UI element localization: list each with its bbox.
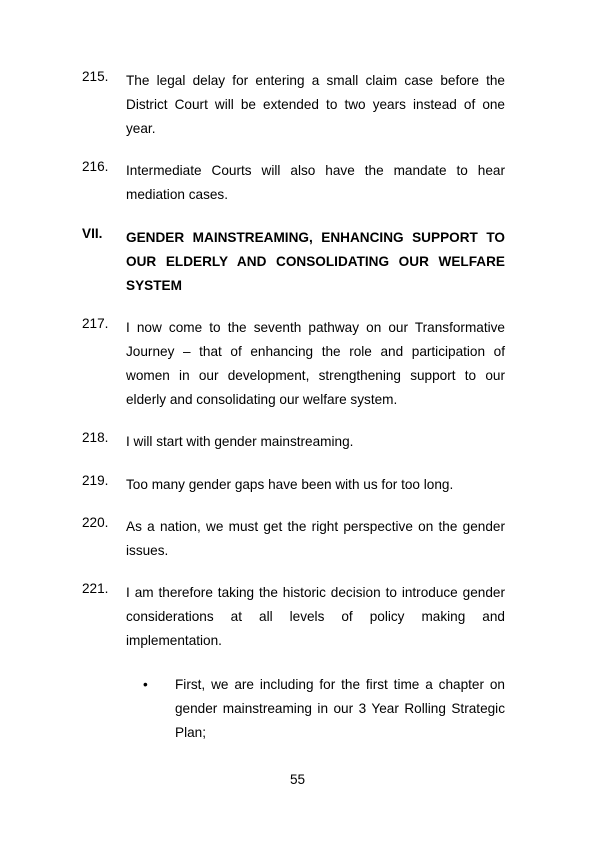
paragraph-text: As a nation, we must get the right perspective on the gender issues. bbox=[126, 519, 505, 558]
paragraph-number: 219. bbox=[82, 473, 109, 488]
paragraph-text: I am therefore taking the historic decision to introduce gender considerations at all levels of policy making and implementation. bbox=[126, 585, 505, 648]
paragraph-number: 215. bbox=[82, 69, 109, 84]
bullet-marker: • bbox=[143, 677, 148, 692]
paragraph-text: Intermediate Courts will also have the mandate to hear mediation cases. bbox=[126, 163, 505, 202]
paragraph-text: Too many gender gaps have been with us for too long. bbox=[126, 477, 454, 492]
paragraph-number: 218. bbox=[82, 430, 109, 445]
paragraph-text: The legal delay for entering a small claim case before the District Court will be extended to two years instead of one year. bbox=[126, 73, 505, 136]
paragraph-text: I will start with gender mainstreaming. bbox=[126, 434, 354, 449]
paragraph-number: 217. bbox=[82, 316, 109, 331]
bullet-text: First, we are including for the first time a chapter on gender mainstreaming in our 3 Year Rolling Strategic Plan; bbox=[175, 677, 505, 740]
section-title: GENDER MAINSTREAMING, ENHANCING SUPPORT TO OUR ELDERLY AND CONSOLIDATING OUR WELFARE SYSTEM bbox=[126, 230, 505, 293]
page-number: 55 bbox=[289, 772, 306, 787]
paragraph-text: I now come to the seventh pathway on our Transformative Journey – that of enhancing the role and participation of women in our development, strengthening support to our elderly and consolidating our welfare system. bbox=[126, 320, 505, 407]
paragraph-number: 221. bbox=[82, 581, 109, 596]
paragraph-number: 220. bbox=[82, 515, 109, 530]
paragraph-number: 216. bbox=[82, 159, 109, 174]
section-number: VII. bbox=[82, 226, 103, 241]
